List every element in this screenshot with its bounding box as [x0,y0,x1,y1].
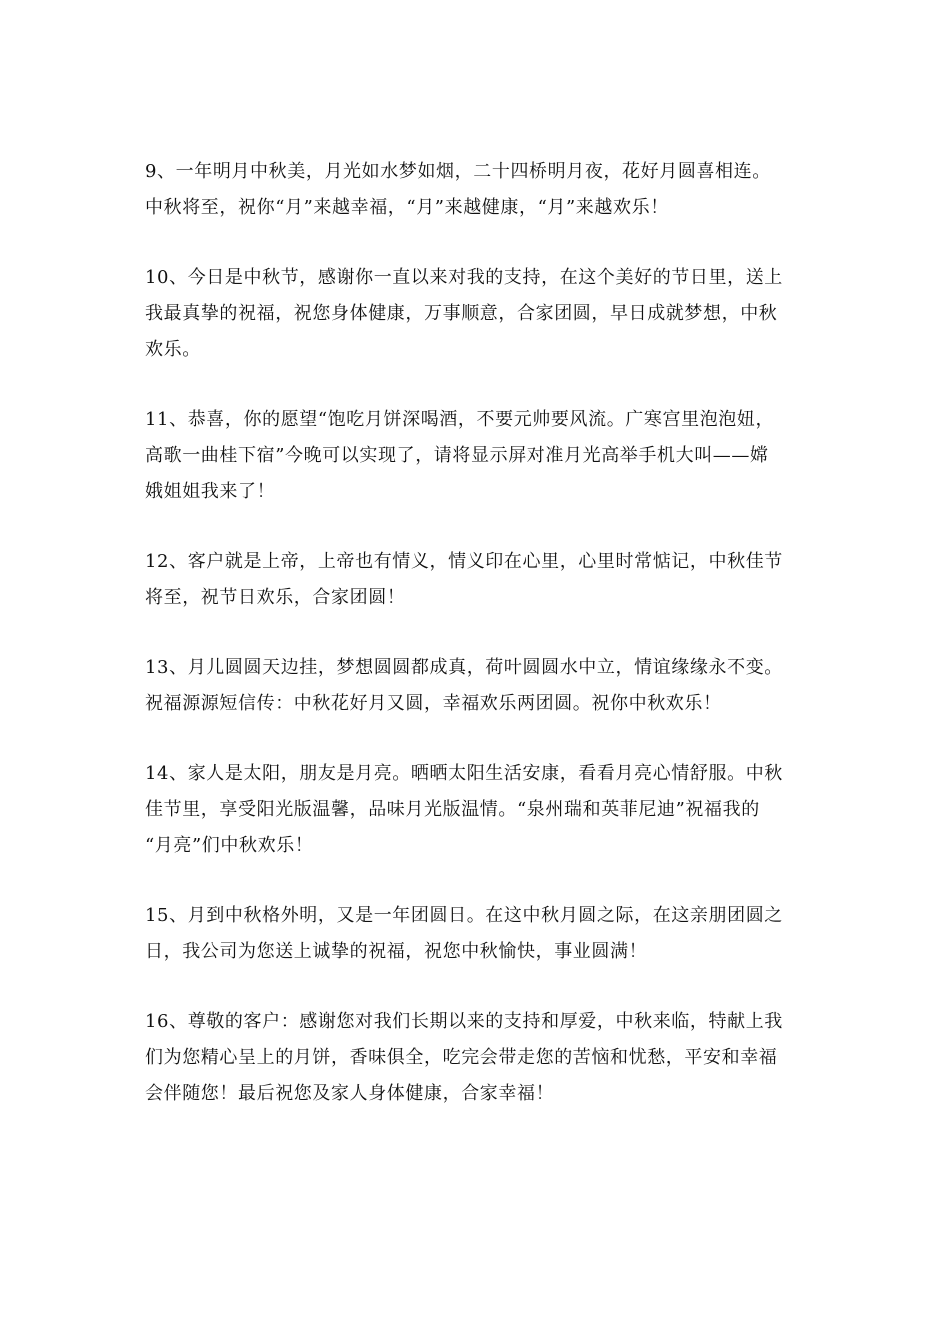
paragraph-line: 14、家人是太阳，朋友是月亮。晒晒太阳生活安康，看看月亮心情舒服。中秋 [145,763,783,784]
paragraph-line: 9、一年明月中秋美，月光如水梦如烟，二十四桥明月夜，花好月圆喜相连。 [145,161,771,182]
paragraph-14 [145,756,810,864]
paragraph-line: 12、客户就是上帝，上帝也有情义，情义印在心里，心里时常惦记，中秋佳节 [145,551,783,572]
paragraph-15 [145,898,810,970]
paragraph-9 [145,154,810,226]
paragraph-line: 们为您精心呈上的月饼，香味俱全，吃完会带走您的苦恼和忧愁，平安和幸福 [145,1047,778,1068]
paragraph-11 [145,402,810,510]
paragraph-line: 日，我公司为您送上诚挚的祝福，祝您中秋愉快，事业圆满！ [145,941,648,962]
paragraph-line: 会伴随您！最后祝您及家人身体健康，合家幸福！ [145,1083,555,1104]
paragraph-line: 15、月到中秋格外明，又是一年团圆日。在这中秋月圆之际，在这亲朋团圆之 [145,905,783,926]
paragraph-line: 16、尊敬的客户：感谢您对我们长期以来的支持和厚爱，中秋来临，特献上我 [145,1011,783,1032]
document-body [145,154,810,1146]
paragraph-line: 高歌一曲桂下宿”今晚可以实现了，请将显示屏对准月光高举手机大叫——嫦 [145,445,769,466]
paragraph-12 [145,544,810,616]
paragraph-line: 祝福源源短信传：中秋花好月又圆，幸福欢乐两团圆。祝你中秋欢乐！ [145,693,722,714]
paragraph-line: 我最真挚的祝福，祝您身体健康，万事顺意，合家团圆，早日成就梦想，中秋 [145,303,778,324]
paragraph-line: 将至，祝节日欢乐，合家团圆！ [145,587,406,608]
paragraph-10 [145,260,810,368]
paragraph-13 [145,650,810,722]
paragraph-line: 13、月儿圆圆天边挂，梦想圆圆都成真，荷叶圆圆水中立，情谊缘缘永不变。 [145,657,783,678]
paragraph-line: 11、恭喜，你的愿望“饱吃月饼深喝酒，不要元帅要风流。广寒宫里泡泡妞， [145,409,775,430]
paragraph-line: 欢乐。 [145,339,201,360]
paragraph-line: 娥姐姐我来了！ [145,481,276,502]
paragraph-line: 10、今日是中秋节，感谢你一直以来对我的支持，在这个美好的节日里，送上 [145,267,783,288]
paragraph-line: 佳节里，享受阳光版温馨，品味月光版温情。“泉州瑞和英菲尼迪”祝福我的 [145,799,760,820]
paragraph-line: 中秋将至，祝你“月”来越幸福，“月”来越健康，“月”来越欢乐！ [145,197,669,218]
paragraph-line: “月亮”们中秋欢乐！ [145,835,314,856]
paragraph-16 [145,1004,810,1112]
